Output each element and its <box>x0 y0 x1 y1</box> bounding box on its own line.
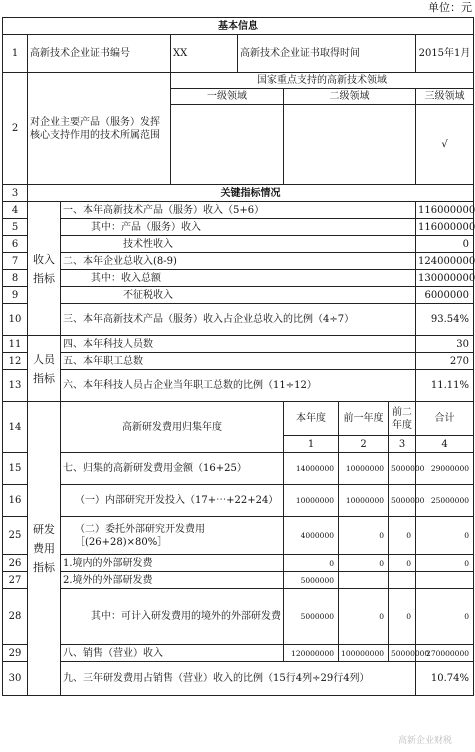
staff-group-label: 人员指标 <box>28 336 61 402</box>
indicator-label: 一、本年高新技术产品（服务）收入（5+6） <box>61 202 416 219</box>
row-number: 30 <box>3 662 28 696</box>
indicator-value: 130000000 <box>416 270 474 287</box>
indicator-value: 0 <box>416 236 474 253</box>
rd-value: 120000000 <box>284 645 339 662</box>
rd-label: （一）内部研究开发投入（17+⋯+22+24） <box>61 485 284 517</box>
row-number: 8 <box>3 270 28 287</box>
rd-value: 0 <box>416 589 474 645</box>
row-number: 3 <box>3 185 28 202</box>
row-number: 12 <box>3 353 28 370</box>
rd-value: 50000000 <box>389 645 416 662</box>
col-number: 1 <box>284 436 339 453</box>
cert-number-label: 高新技术企业证书编号 <box>28 35 171 73</box>
row-number: 10 <box>3 304 28 336</box>
rd-ratio-label: 九、三年研发费用占销售（营业）收入的比例（15行4列÷29行4列） <box>61 662 416 696</box>
rd-label: 七、归集的高新研发费用金额（16+25） <box>61 453 284 485</box>
row-number: 26 <box>3 555 28 572</box>
col-total: 合计 <box>416 402 474 436</box>
cert-time-label: 高新技术企业证书取得时间 <box>238 35 416 73</box>
row-number: 14 <box>3 402 28 453</box>
rd-value: 25000000 <box>416 485 474 517</box>
row-number: 9 <box>3 287 28 304</box>
rd-value: 0 <box>416 517 474 555</box>
row-number: 27 <box>3 572 28 589</box>
rd-value <box>416 572 474 589</box>
indicator-label: 五、本年职工总数 <box>61 353 416 370</box>
level1-domain-value <box>171 105 284 185</box>
income-group-label: 收入指标 <box>28 202 61 336</box>
rd-label: 2.境外的外部研发费 <box>61 572 284 589</box>
indicator-value: 93.54% <box>416 304 474 336</box>
level3-domain-header: 三级领域 <box>416 89 474 105</box>
indicator-value: 30 <box>416 336 474 353</box>
rd-value: 0 <box>389 589 416 645</box>
rd-value: 5000000 <box>284 572 339 589</box>
col-prev1-year: 前一年度 <box>339 402 389 436</box>
indicator-label: 其中：收入总额 <box>61 270 416 287</box>
tech-scope-label: 对企业主要产品（服务）发挥核心支持作用的技术所属范围 <box>28 73 171 185</box>
indicator-label: 不征税收入 <box>61 287 416 304</box>
rd-value: 0 <box>284 555 339 572</box>
indicator-value: 116000000 <box>416 219 474 236</box>
rd-value: 0 <box>389 555 416 572</box>
indicator-label: 六、本年科技人员占企业当年职工总数的比例（11÷12） <box>61 370 416 402</box>
rd-label: 其中：可计入研发费用的境外的外部研发费 <box>61 589 284 645</box>
row-number: 13 <box>3 370 28 402</box>
rd-value: 0 <box>339 517 389 555</box>
indicator-label: 二、本年企业总收入(8-9) <box>61 253 416 270</box>
row-number: 15 <box>3 453 28 485</box>
row-number: 2 <box>3 73 28 185</box>
enterprise-info-table <box>2 17 474 696</box>
indicator-value: 11.11% <box>416 370 474 402</box>
row-number: 1 <box>3 35 28 73</box>
indicator-value: 270 <box>416 353 474 370</box>
row-number: 7 <box>3 253 28 270</box>
cert-time-value: 2015年1月 <box>416 35 474 73</box>
national-domain-title: 国家重点支持的高新技术领域 <box>171 73 474 89</box>
rd-value: 5000000 <box>389 453 416 485</box>
level2-domain-value <box>284 105 416 185</box>
level1-domain-header: 一级领域 <box>171 89 284 105</box>
rd-value: 0 <box>339 589 389 645</box>
rd-value: 0 <box>339 555 389 572</box>
basic-info-header: 基本信息 <box>3 18 474 35</box>
col-number: 4 <box>416 436 474 453</box>
row-number: 16 <box>3 485 28 517</box>
indicator-label: 其中：产品（服务）收入 <box>61 219 416 236</box>
rd-value <box>339 572 389 589</box>
cert-number-value: XX <box>171 35 238 73</box>
unit-label: 单位：元 <box>428 1 472 14</box>
rd-value: 14000000 <box>284 453 339 485</box>
rd-value <box>389 572 416 589</box>
row-number: 11 <box>3 336 28 353</box>
col-number: 2 <box>339 436 389 453</box>
indicator-value: 116000000 <box>416 202 474 219</box>
indicator-label: 四、本年科技人员数 <box>61 336 416 353</box>
rd-label: 1.境内的外部研发费 <box>61 555 284 572</box>
col-this-year: 本年度 <box>284 402 339 436</box>
indicator-value: 124000000 <box>416 253 474 270</box>
col-number: 3 <box>389 436 416 453</box>
rd-label: （二）委托外部研究开发费用［(26+28)×80%］ <box>61 517 284 555</box>
col-prev2-year: 前二年度 <box>389 402 416 436</box>
row-number: 4 <box>3 202 28 219</box>
rd-group-label: 研发费用指标 <box>28 402 61 696</box>
row-number: 28 <box>3 589 28 645</box>
rd-value: 4000000 <box>284 517 339 555</box>
rd-value: 29000000 <box>416 453 474 485</box>
row-number: 5 <box>3 219 28 236</box>
rd-year-label: 高新研发费用归集年度 <box>61 402 284 453</box>
rd-value: 10000000 <box>339 453 389 485</box>
rd-value: 10000000 <box>339 485 389 517</box>
rd-ratio-value: 10.74% <box>416 662 474 696</box>
row-number: 6 <box>3 236 28 253</box>
indicator-value: 6000000 <box>416 287 474 304</box>
rd-value: 0 <box>389 517 416 555</box>
row-number: 25 <box>3 517 28 555</box>
rd-value: 10000000 <box>284 485 339 517</box>
indicator-label: 三、本年高新技术产品（服务）收入占企业总收入的比例（4÷7） <box>61 304 416 336</box>
level3-check-mark: √ <box>416 105 474 185</box>
rd-value: 100000000 <box>339 645 389 662</box>
row-number: 29 <box>3 645 28 662</box>
rd-label: 八、销售（营业）收入 <box>61 645 284 662</box>
indicator-label: 技术性收入 <box>61 236 416 253</box>
rd-value: 5000000 <box>389 485 416 517</box>
watermark: 高新企业财税 <box>397 736 452 746</box>
rd-value: 0 <box>416 555 474 572</box>
key-indicators-header: 关键指标情况 <box>28 185 474 202</box>
rd-value: 270000000 <box>416 645 474 662</box>
rd-value: 5000000 <box>284 589 339 645</box>
level2-domain-header: 二级领域 <box>284 89 416 105</box>
